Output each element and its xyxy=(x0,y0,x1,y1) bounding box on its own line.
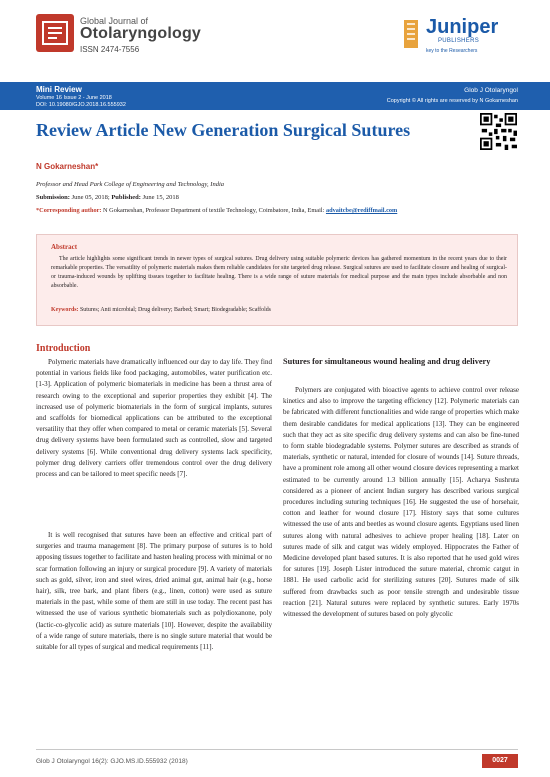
journal-name-line2: Otolaryngology xyxy=(80,25,202,42)
abstract-box xyxy=(36,234,518,326)
author-affiliation: Professor and Head Park College of Engineering and Technology, India xyxy=(36,181,224,188)
section-title-introduction: Introduction xyxy=(36,343,91,354)
journal-abbrev: Glob J Otolaryngol xyxy=(464,87,518,94)
page-header xyxy=(0,0,550,78)
abstract-text: The article highlights some significant trends in newer types of surgical sutures. Drug delivery using suitable polymeric devices has gathered momentum in the recent years due to their remarkable properties. The versatility of polymeric materials makes them reliable candidates for site targeted drug release. Surgical sutures are used to facilitate closure and healing of surgical- or trauma-induced wounds by uplifting tissues together to facilitate healing. There is a wide range of suture materials for medical purpose and the main types include absorbable and non absorbable. xyxy=(51,256,507,289)
page-number: 0027 xyxy=(482,754,518,768)
paragraph-intro-2: It is well recognised that sutures have been an effective and critical part of surgeries and trauma management [8]. The primary purpose of sutures is to hold apposing tissues together to facilitate and hasten healing process with minimal or no scar formation following an injury or surgical procedure [9]. A variety of materials such as gold, silver, iron and steel wires, dried animal gut, animal hair (e.g., horse hair), silk, tree bark, and plant fibers (e.g., linen, cotton) were used as suture materials in the past, while some of them are still in use today. The recent past has witnessed the use of various synthetic biomaterials such as polydioxanone, poly (lactic-co-glycolic acid) as suture materials [10]. However, despite the availability of a wide range of suture materials, there is no single suture material that would be suitable for all types of surgical and medical requirements [11]. xyxy=(36,531,273,652)
keywords-label: Keywords: xyxy=(51,307,79,313)
published-date: June 15, 2018 xyxy=(140,194,179,201)
submission-label: Submission: xyxy=(36,194,70,201)
paragraph-sutures-1: Polymers are conjugated with bioactive agents to achieve control over release kinetics and also to improve the targeting efficiency [12]. Polymeric materials can be fabricated with different functionalities and wide range of properties which make them desirable candidates for medical applications [13]. They can be engineered such that they act as site specific drug delivery systems and can also be fine-tuned to form stable biodegradable systems. Polymer sutures are described as strands of materials, synthetic or natural, intended for closure of wounds [14]. Suture threads, have a prominent role among all other wound closure devices representing a market estimated to be currently around 1.3 billion annually [15]. Acharya Sushruta considered as a pioneer of ancient Indian surgery has described various surgical procedures including suturing techniques [16]. He suggested the use of horsehair, cotton and leather for wound closure [17]. History says that some cultures witnessed the use of ants and beetles as wound closure agents. Egyptians used linen sutures along with natural adhesives to achieve proper healing [18]. Later on sutures made of silk and catgut was widely employed. Hippocrates the Father of Medicine developed plant based sutures. It is also reported that he used gold wires for sutures [19]. Joseph Lister introduced the suture material, chromic catgut in 1881. He used carbolic acid for sterilizing sutures [20]. Sutures made of silk suffered from drawbacks such as poor tensile strength and undesirable tissue reaction [21]. Natural sutures were replaced by synthetic sutures. Early 1970s witnessed the development of sutures based on poly glycolic xyxy=(283,386,519,619)
article-banner xyxy=(0,82,550,110)
author-email-link[interactable]: advaitcbe@rediffmail.com xyxy=(325,207,398,214)
publisher-subtitle: PUBLISHERS xyxy=(438,38,480,44)
abstract-title: Abstract xyxy=(51,243,78,251)
submission-date: June 05, 2018; xyxy=(69,194,112,201)
publisher-name: Juniper xyxy=(426,16,499,38)
page-footer xyxy=(36,749,518,771)
keywords-list: Sutures; Anti microbial; Drug delivery; Barbed; Smart; Biodegradable; Scaffolds xyxy=(78,307,271,313)
publisher-emblem-icon xyxy=(400,16,422,52)
publisher-tagline: key to the Researchers xyxy=(426,48,478,54)
body-column-right xyxy=(283,385,519,620)
body-column-left-1 xyxy=(36,357,272,480)
doi: DOI: 10.19080/GJO.2018.16.555932 xyxy=(36,102,126,108)
qr-code-icon[interactable] xyxy=(480,113,517,150)
keywords xyxy=(51,307,507,313)
corresponding-author-label: *Corresponding author: xyxy=(36,207,102,214)
corresponding-author xyxy=(36,207,397,214)
article-title: Review Article New Generation Surgical Sutures xyxy=(36,120,411,140)
journal-logo xyxy=(36,14,74,52)
corresponding-author-text: N Gokarneshan, Professor Department of textile Technology, Coimbatore, India, Email: xyxy=(101,207,326,214)
footer-citation: Glob J Otolaryngol 16(2): GJO.MS.ID.555932 (2018) xyxy=(36,758,188,765)
published-label: Published: xyxy=(111,194,141,201)
author-name: N Gokarneshan* xyxy=(36,162,99,171)
article-type: Mini Review xyxy=(36,85,82,94)
publisher-logo xyxy=(400,16,518,56)
journal-name-line1: Global Journal of xyxy=(80,16,149,26)
copyright: Copyright © All rights are reserved by N Gokarneshan xyxy=(386,98,518,104)
body-column-left-2 xyxy=(36,530,272,653)
journal-issn: ISSN 2474-7556 xyxy=(80,45,140,54)
section-title-sutures: Sutures for simultaneous wound healing and drug delivery xyxy=(283,357,491,366)
volume-issue: Volume 16 Issue 2 - June 2018 xyxy=(36,95,112,101)
paragraph-intro-1: Polymeric materials have dramatically influenced our day to day life. They find potential in various fields like food packaging, automobiles, water purification etc. [1-3]. Application of polymeric biomaterials in medicine has been a thrust area of research owing to the exceptional and superior properties they exhibit [4]. The increased use of polymeric biomaterials in the form of surgical implants, sutures and scaffolds for biomedical applications can be attributed to the exceptional versatility that they offer when compared to metal or ceramic materials [5]. Several drug delivery systems have been formulated such as controlled, slow and targeted delivery systems [6]. While conventional drug delivery systems lack specificity, polymer drug delivery carriers offer tremendous control over the drug delivery process and can be tailored to meet specific needs [7]. xyxy=(36,358,272,479)
article-dates xyxy=(36,194,179,201)
